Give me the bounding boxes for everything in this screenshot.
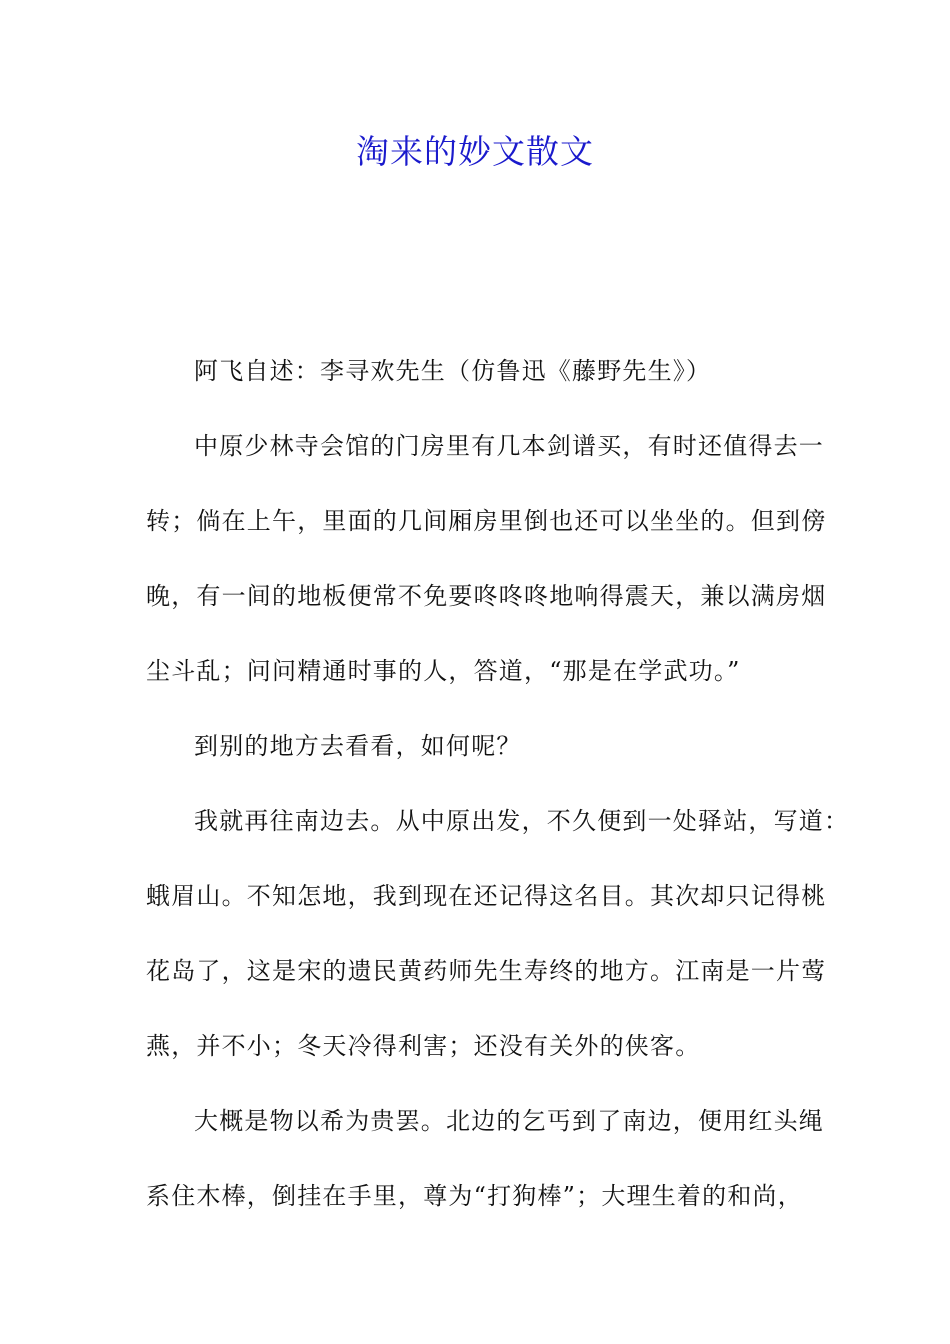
paragraph-line: 到别的地方去看看，如何呢？ xyxy=(194,732,522,760)
paragraph-line: 阿飞自述：李寻欢先生（仿鲁迅《藤野先生》） xyxy=(194,357,712,385)
paragraph-line: 大概是物以希为贵罢。北边的乞丐到了南边，便用红头绳 xyxy=(194,1107,824,1135)
document-title: 淘来的妙文散文 xyxy=(356,132,594,171)
paragraph-line: 转；倘在上午，里面的几间厢房里倒也还可以坐坐的。但到傍 xyxy=(146,507,827,535)
document-body xyxy=(146,334,850,1234)
paragraph-line: 燕，并不小；冬天冷得利害；还没有关外的侠客。 xyxy=(146,1032,701,1060)
paragraph-line: 尘斗乱；问问精通时事的人，答道，“那是在学武功。” xyxy=(146,657,741,685)
paragraph-line: 花岛了，这是宋的遗民黄药师先生寿终的地方。江南是一片莺 xyxy=(146,957,827,985)
paragraph-line: 系住木棒，倒挂在手里，尊为“打狗棒”；大理生着的和尚， xyxy=(146,1182,803,1210)
paragraph-line: 晚，有一间的地板便常不免要咚咚咚地响得震天，兼以满房烟 xyxy=(146,582,827,610)
paragraph-line: 我就再往南边去。从中原出发，不久便到一处驿站，写道： xyxy=(194,807,850,835)
paragraph-line: 蛾眉山。不知怎地，我到现在还记得这名目。其次却只记得桃 xyxy=(146,882,827,910)
paragraph-line: 中原少林寺会馆的门房里有几本剑谱买，有时还值得去一 xyxy=(194,432,824,460)
